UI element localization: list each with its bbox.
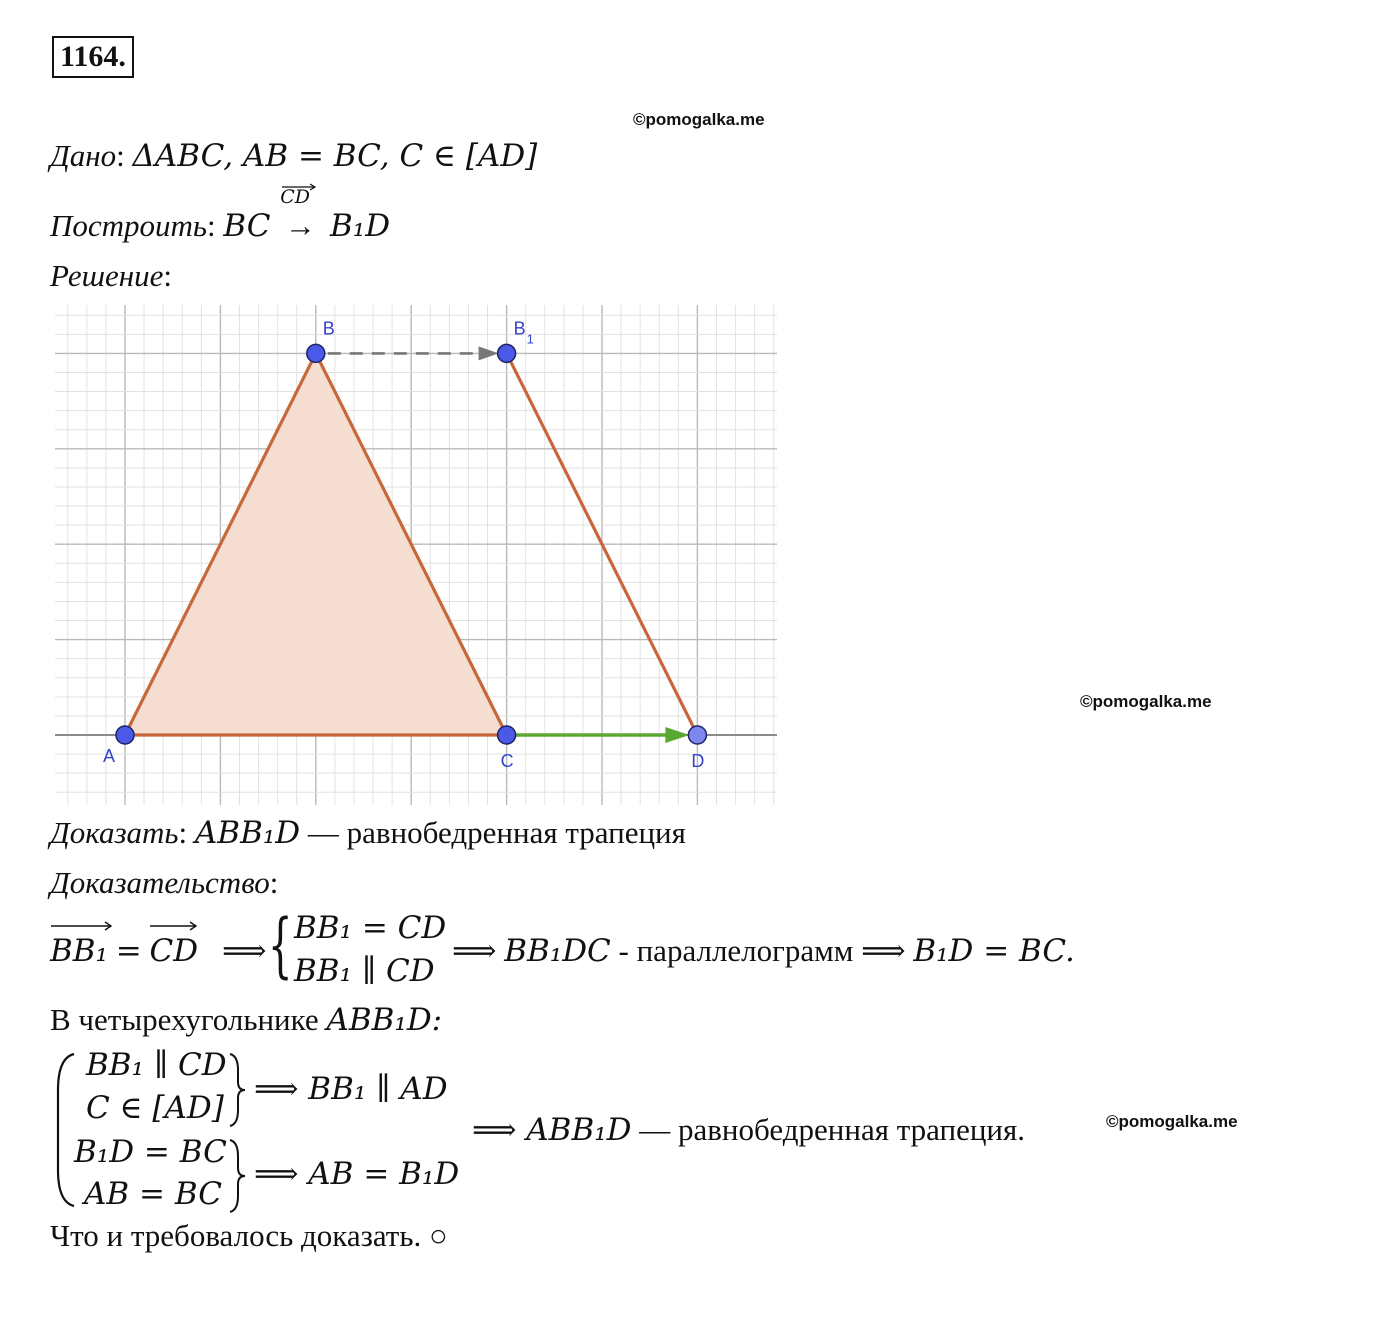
problem-number: 1164.: [52, 36, 134, 78]
prove-line: Доказать: ABB₁D — равнобедренная трапеция: [50, 815, 686, 851]
point-a[interactable]: [116, 726, 134, 744]
vector-cd-head: [665, 727, 689, 743]
implies-symbol: ⟹: [222, 933, 267, 968]
point-b[interactable]: [307, 344, 325, 362]
quad-intro: В четырехугольнике ABB₁D:: [50, 1002, 443, 1038]
proof-label-line: Доказательство:: [50, 865, 279, 900]
system-b2: AB = BC: [84, 1176, 222, 1212]
solution-label: Решение: [50, 258, 164, 293]
solution-line: Решение:: [50, 258, 172, 293]
geometry-figure: [55, 305, 777, 805]
prove-statement: ABB₁D: [194, 815, 301, 851]
system-eq-1: BB₁ = CD: [294, 910, 447, 946]
qed-line: Что и требовалось доказать. ○: [50, 1218, 448, 1253]
proof-vector-equality: BB₁ = CD: [50, 933, 198, 969]
vector-bb1-head: [479, 346, 499, 360]
construct-label: Построить: [50, 208, 208, 243]
system-a-result: ⟹ BB₁ ∥ AD: [254, 1071, 448, 1107]
label-d: D: [691, 751, 705, 771]
label-a: A: [103, 746, 116, 766]
given-line: Дано: ΔABC, AB = BC, C ∈ [AD]: [50, 138, 538, 174]
label-b: B: [322, 318, 335, 339]
label-b1-subscript: 1: [526, 331, 534, 347]
construct-line: Построить: BC CD → B₁D: [50, 208, 390, 244]
construct-rhs: B₁D: [329, 208, 391, 244]
proof-line1-tail: ⟹ BB₁DC - параллелограмм ⟹ B₁D = BC.: [452, 933, 1075, 969]
given-statement: ΔABC, AB = BC, C ∈ [AD]: [132, 138, 538, 174]
prove-label: Доказать: [50, 815, 179, 850]
label-b1: B: [513, 318, 526, 339]
given-label: Дано: [50, 138, 117, 173]
translation-vector: CD: [280, 186, 310, 208]
vector-arrow-icon: [280, 183, 320, 191]
outer-bracket: [52, 1050, 82, 1210]
point-c[interactable]: [498, 726, 516, 744]
system-eq-2: BB₁ ∥ CD: [294, 953, 435, 989]
system-b-result: ⟹ AB = B₁D: [254, 1156, 460, 1192]
label-c: C: [500, 751, 514, 771]
right-brace-b: [226, 1138, 248, 1214]
system-a1: BB₁ ∥ CD: [86, 1047, 227, 1083]
system-brace: {: [268, 904, 293, 986]
point-d[interactable]: [688, 726, 706, 744]
vector-arrow-icon: [149, 921, 199, 931]
vector-cd-notation: CD: [149, 933, 198, 969]
point-b1[interactable]: [498, 344, 516, 362]
watermark: ©pomogalka.me: [1106, 1112, 1238, 1131]
prove-tail: — равнобедренная трапеция: [307, 815, 686, 850]
system-conclusion: ⟹ ABB₁D — равнобедренная трапеция.: [472, 1112, 1026, 1148]
vector-arrow-icon: [50, 921, 114, 931]
system-b1: B₁D = BC: [74, 1134, 227, 1170]
vector-bb1-notation: BB₁: [50, 933, 108, 969]
system-a2: C ∈ [AD]: [86, 1090, 224, 1126]
construct-lhs: BC: [223, 208, 271, 244]
translation-arrow: CD →: [278, 208, 322, 244]
watermark: ©pomogalka.me: [1080, 692, 1212, 711]
right-brace-a: [226, 1052, 248, 1128]
watermark: ©pomogalka.me: [633, 110, 765, 129]
proof-label: Доказательство: [50, 865, 270, 900]
